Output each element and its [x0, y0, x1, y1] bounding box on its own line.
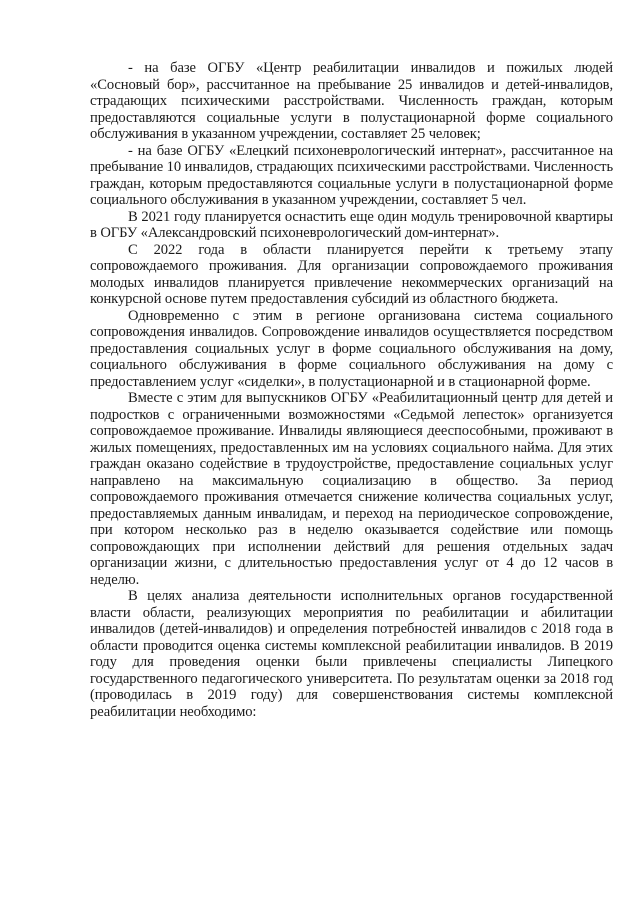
paragraph-sosnovy-bor: - на базе ОГБУ «Центр реабилитации инвалидов и пожилых людей «Сосновый бор», рассчитанное на пребывание 25 инвалидов и детей-инвалидов, страдающих психическими расстройствами. Численность граждан, которым предоставляются социальные услуги в полустационарной форме социального обслуживания в указанном учреждении, составляет 25 человек; [90, 60, 613, 142]
paragraph-graduates: Вместе с этим для выпускников ОГБУ «Реабилитационный центр для детей и подростков с ограниченными возможностями «Седьмой лепесток» организуется сопровождаемое проживание. Инвалиды являющиеся дееспособными, проживают в жилых помещениях, предоставленных им на условиях социального найма. Для этих граждан оказано содействие в трудоустройстве, предоставление социальных услуг направлено на максимальную социализацию в общество. За период сопровождаемого проживания отмечается снижение количества социальных услуг, предоставляемых данным инвалидам, и переход на периодическое сопровождение, при котором несколько раз в неделю оказывается содействие или помощь сопровождающих при исполнении действий для решения отдельных задач организации жизни, с длительностью предоставления услуг от 4 до 12 часов в неделю. [90, 390, 613, 588]
paragraph-yelets-internat: - на базе ОГБУ «Елецкий психоневрологический интернат», рассчитанное на пребывание 10 инвалидов, страдающих психическими расстройствами. Численность граждан, которым предоставляются социальные услуги в полустационарной форме социального обслуживания в указанном учреждении, составляет 5 чел. [90, 142, 613, 208]
paragraph-social-support: Одновременно с этим в регионе организована система социального сопровождения инвалидов. Сопровождение инвалидов осуществляется посредством предоставления социальных услуг в форме социального обслуживания на дому, социального обслуживания в форме социального обслуживания на дому с предоставлением услуг «сиделки», в полустационарной и в стационарной форме. [90, 307, 613, 390]
paragraph-2022-stage: С 2022 года в области планируется перейти к третьему этапу сопровождаемого проживания. Для организации сопровождаемого проживания молодых инвалидов планируется привлечение некоммерческих организаций на конкурсной основе путем предоставления субсидий из областного бюджета. [90, 241, 613, 307]
paragraph-assessment: В целях анализа деятельности исполнительных органов государственной власти области, реализующих мероприятия по реабилитации и абилитации инвалидов (детей-инвалидов) и определения потребностей инвалидов с 2018 года в области проводится оценка системы комплексной реабилитации инвалидов. В 2019 году для проведения оценки были привлечены специалисты Липецкого государственного педагогического университета. По результатам оценки за 2018 год (проводилась в 2019 году) для совершенствования системы комплексной реабилитации необходимо: [90, 588, 613, 720]
document-page [90, 60, 613, 720]
paragraph-2021-plan: В 2021 году планируется оснастить еще один модуль тренировочной квартиры в ОГБУ «Александровский психоневрологический дом-интернат». [90, 208, 613, 241]
